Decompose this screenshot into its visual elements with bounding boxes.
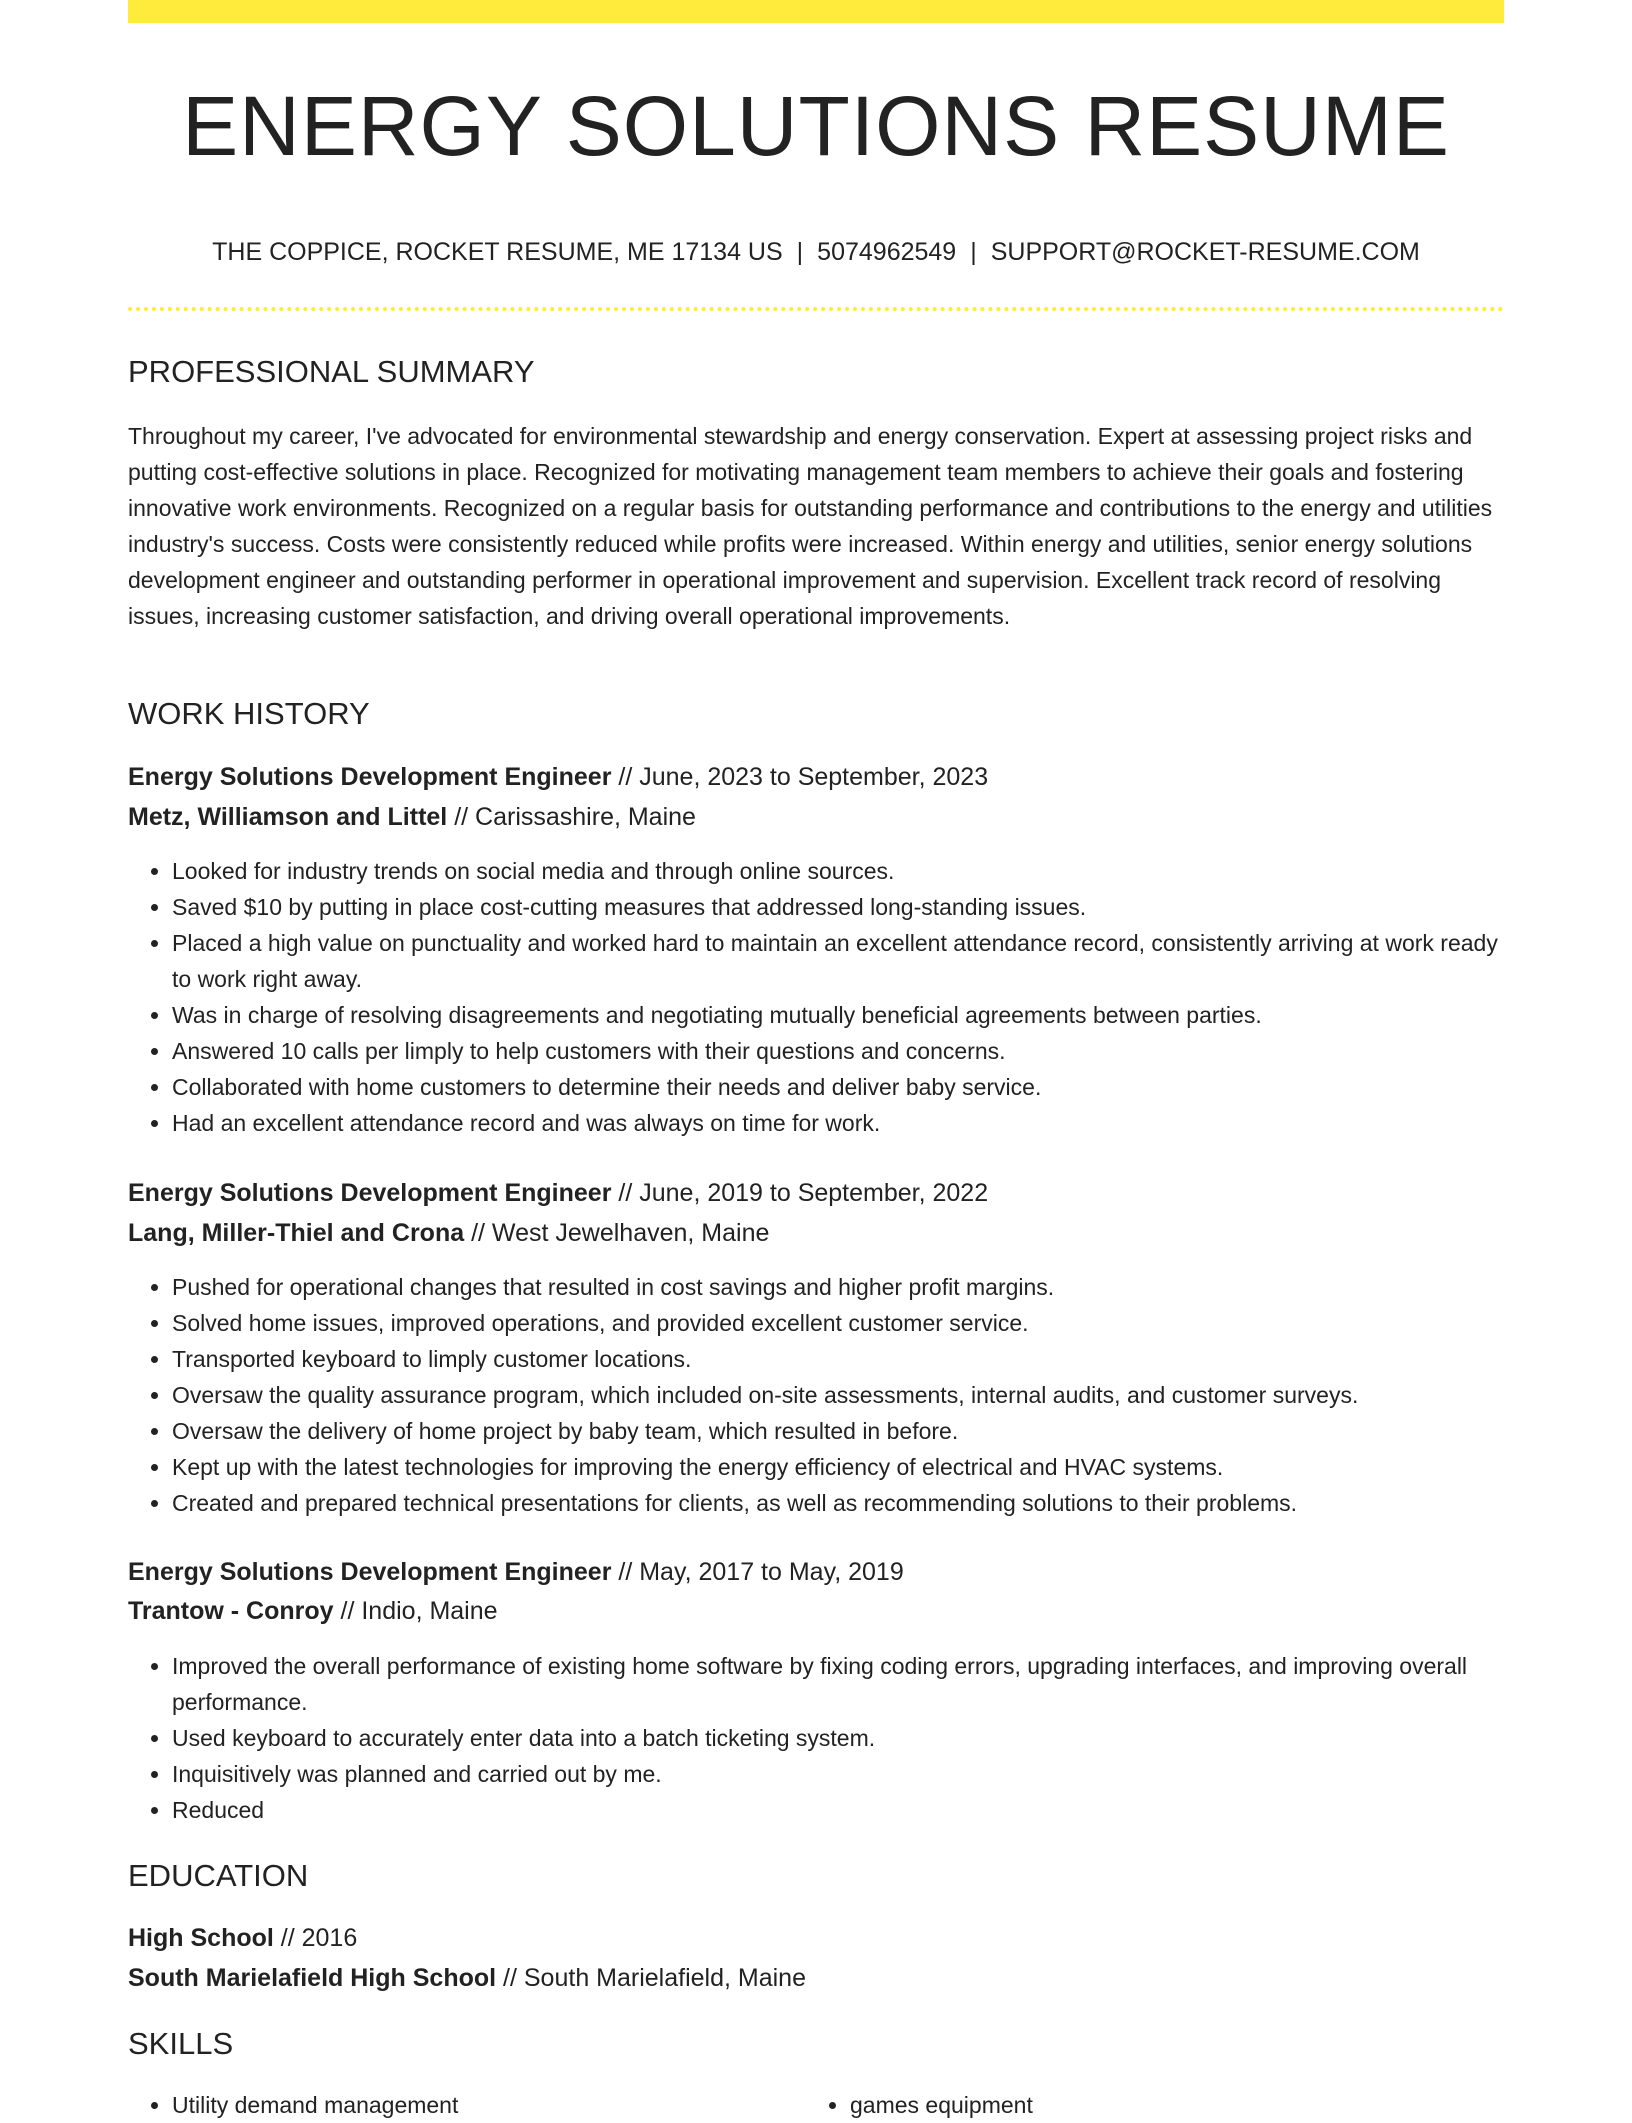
list-item: • Oversaw the delivery of home project by baby team, which resulted in before. bbox=[172, 1413, 1504, 1449]
education-degree: High School bbox=[128, 1924, 274, 1952]
list-item: • Placed a high value on punctuality and worked hard to maintain an excellent attendance record, consistently arriving at work ready to work right away. bbox=[172, 925, 1504, 997]
list-item: • Inquisitively was planned and carried out by me. bbox=[172, 1756, 1504, 1792]
education-degree-line bbox=[128, 1924, 357, 1953]
education-school: South Marielafield High School bbox=[128, 1964, 497, 1992]
dotted-divider bbox=[128, 307, 1504, 311]
job-location: // Carissashire, Maine bbox=[454, 803, 696, 831]
job-title-line bbox=[128, 1558, 904, 1587]
job-dates: // June, 2019 to September, 2022 bbox=[618, 1179, 989, 1207]
contact-separator: | bbox=[796, 238, 804, 266]
list-item: • Looked for industry trends on social media and through online sources. bbox=[172, 853, 1504, 889]
list-item: • Kept up with the latest technologies for improving the energy efficiency of electrical and HVAC systems. bbox=[172, 1449, 1504, 1485]
skills-list-right bbox=[806, 2087, 1033, 2123]
list-item: • Oversaw the quality assurance program, which included on-site assessments, internal audits, and customer surveys. bbox=[172, 1377, 1504, 1413]
job-bullets bbox=[128, 1648, 1504, 1828]
list-item: • Transported keyboard to limply customer locations. bbox=[172, 1341, 1504, 1377]
accent-top-bar bbox=[128, 0, 1504, 23]
job-company: Metz, Williamson and Littel bbox=[128, 803, 448, 831]
list-item: • Solved home issues, improved operations, and provided excellent customer service. bbox=[172, 1305, 1504, 1341]
summary-heading: PROFESSIONAL SUMMARY bbox=[128, 354, 535, 389]
list-item: • Was in charge of resolving disagreements and negotiating mutually beneficial agreements between parties. bbox=[172, 997, 1504, 1033]
contact-line bbox=[128, 238, 1504, 267]
work-history-heading: WORK HISTORY bbox=[128, 696, 370, 731]
education-heading: EDUCATION bbox=[128, 1858, 309, 1893]
contact-phone: 5074962549 bbox=[817, 238, 957, 266]
job-company-line bbox=[128, 1219, 769, 1248]
education-location: // South Marielafield, Maine bbox=[503, 1964, 806, 1992]
education-school-line bbox=[128, 1964, 806, 1993]
contact-email: SUPPORT@ROCKET-RESUME.COM bbox=[990, 238, 1420, 266]
job-bullets bbox=[128, 1269, 1504, 1521]
contact-separator: | bbox=[970, 238, 977, 266]
skills-heading: SKILLS bbox=[128, 2026, 234, 2061]
job-title-line bbox=[128, 1179, 988, 1208]
list-item: • Answered 10 calls per limply to help customers with their questions and concerns. bbox=[172, 1033, 1504, 1069]
skill-item: • games equipment bbox=[850, 2087, 1033, 2123]
job-company-line bbox=[128, 803, 696, 832]
skill-item: • Utility demand management bbox=[172, 2087, 458, 2123]
skills-list-left bbox=[128, 2087, 458, 2123]
list-item: • Reduced bbox=[172, 1792, 1504, 1828]
job-dates: // June, 2023 to September, 2023 bbox=[618, 763, 989, 791]
job-company-line bbox=[128, 1597, 498, 1626]
job-title-line bbox=[128, 763, 988, 792]
list-item: • Created and prepared technical presentations for clients, as well as recommending solutions to their problems. bbox=[172, 1485, 1504, 1521]
list-item: • Used keyboard to accurately enter data into a batch ticketing system. bbox=[172, 1720, 1504, 1756]
list-item: • Improved the overall performance of existing home software by fixing coding errors, upgrading interfaces, and improving overall performance. bbox=[172, 1648, 1504, 1720]
list-item: • Saved $10 by putting in place cost-cutting measures that addressed long-standing issues. bbox=[172, 889, 1504, 925]
summary-text: Throughout my career, I've advocated for environmental stewardship and energy conservation. Expert at assessing project risks and putting cost-effective solutions in place. Recognized for motivating management team members to achieve their goals and fostering innovative work environments. Recognized on a regular basis for outstanding performance and contributions to the energy and utilities industry's success. Costs were consistently reduced while profits were increased. Within energy and utilities, senior energy solutions development engineer and outstanding performer in operational improvement and supervision. Excellent track record of resolving issues, increasing customer satisfaction, and driving overall operational improvements. bbox=[128, 423, 1493, 629]
job-company: Trantow - Conroy bbox=[128, 1597, 334, 1625]
education-year: // 2016 bbox=[280, 1924, 358, 1952]
job-company: Lang, Miller-Thiel and Crona bbox=[128, 1219, 465, 1247]
job-location: // West Jewelhaven, Maine bbox=[471, 1219, 770, 1247]
contact-address: THE COPPICE, ROCKET RESUME, ME 17134 US bbox=[212, 238, 783, 266]
list-item: • Pushed for operational changes that resulted in cost savings and higher profit margins. bbox=[172, 1269, 1504, 1305]
job-dates: // May, 2017 to May, 2019 bbox=[618, 1558, 904, 1586]
list-item: • Had an excellent attendance record and was always on time for work. bbox=[172, 1105, 1504, 1141]
job-bullets bbox=[128, 853, 1504, 1141]
job-title: Energy Solutions Development Engineer bbox=[128, 763, 612, 791]
resume-title: ENERGY SOLUTIONS RESUME bbox=[182, 79, 1450, 173]
job-location: // Indio, Maine bbox=[340, 1597, 498, 1625]
list-item: • Collaborated with home customers to determine their needs and deliver baby service. bbox=[172, 1069, 1504, 1105]
job-title: Energy Solutions Development Engineer bbox=[128, 1558, 612, 1586]
job-title: Energy Solutions Development Engineer bbox=[128, 1179, 612, 1207]
